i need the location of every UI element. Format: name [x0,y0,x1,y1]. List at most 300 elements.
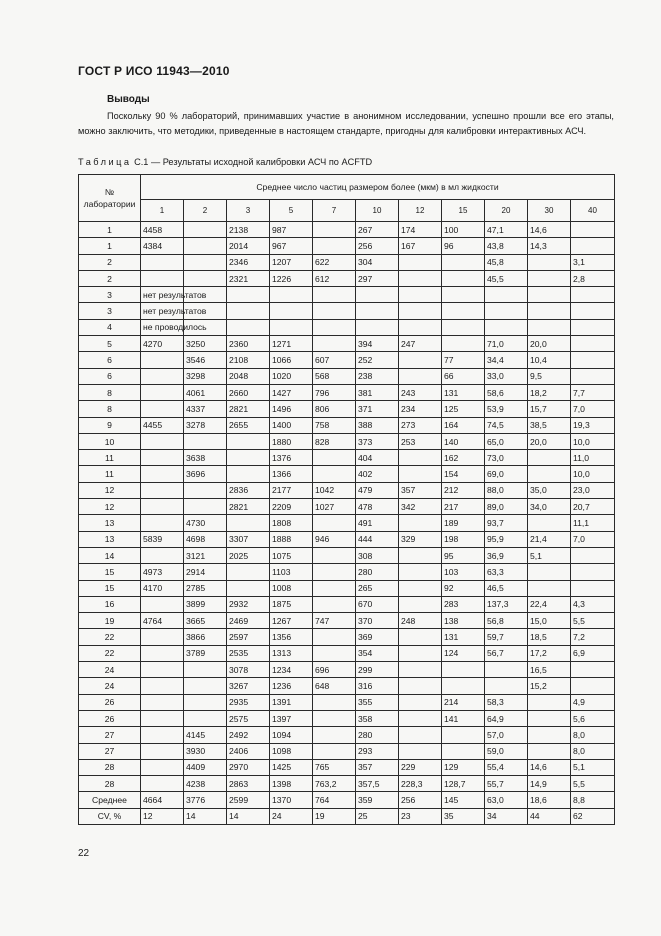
value-cell: 4270 [141,336,184,352]
value-cell [485,678,528,694]
value-cell [571,564,615,580]
value-cell: 18,6 [528,792,571,808]
value-cell: 5,6 [571,710,615,726]
value-cell: 11,0 [571,450,615,466]
value-cell: 253 [399,433,442,449]
value-cell [399,645,442,661]
lab-number-cell: 24 [79,678,141,694]
value-cell: 2138 [227,222,270,238]
table-row [79,678,615,694]
table-row [79,613,615,629]
value-cell: 58,3 [485,694,528,710]
lab-number-cell: 2 [79,254,141,270]
size-header: 15 [442,199,485,221]
value-cell [313,564,356,580]
value-cell [528,564,571,580]
empty-cell [227,319,270,335]
value-cell [571,547,615,563]
value-cell: 354 [356,645,399,661]
value-cell: 2321 [227,270,270,286]
table-row [79,694,615,710]
value-cell [442,662,485,678]
value-cell: 14,6 [528,759,571,775]
value-cell: 2575 [227,710,270,726]
lab-number-cell: 27 [79,743,141,759]
value-cell [313,238,356,254]
value-cell: 299 [356,662,399,678]
value-cell: 189 [442,515,485,531]
empty-cell [313,287,356,303]
value-cell: 4730 [184,515,227,531]
calibration-results-table [78,174,615,825]
value-cell [141,482,184,498]
lab-number-cell: 3 [79,287,141,303]
value-cell [313,547,356,563]
value-cell: 342 [399,499,442,515]
value-cell: 56,7 [485,645,528,661]
value-cell: 479 [356,482,399,498]
lab-number-cell: 22 [79,645,141,661]
value-cell: 763,2 [313,776,356,792]
value-cell: 329 [399,531,442,547]
value-cell: 444 [356,531,399,547]
value-cell [313,222,356,238]
value-cell [313,580,356,596]
value-cell [399,270,442,286]
value-cell [141,759,184,775]
value-cell [528,254,571,270]
note-cell: нет результатов [141,303,184,319]
value-cell [399,662,442,678]
value-cell: 73,0 [485,450,528,466]
table-row [79,319,615,335]
value-cell: 1376 [270,450,313,466]
value-cell [528,515,571,531]
value-cell: 2535 [227,645,270,661]
value-cell [184,499,227,515]
value-cell: 297 [356,270,399,286]
value-cell: 217 [442,499,485,515]
lab-number-cell: 16 [79,596,141,612]
value-cell: 4409 [184,759,227,775]
value-cell [313,596,356,612]
value-cell: 747 [313,613,356,629]
table-row [79,596,615,612]
value-cell: 3638 [184,450,227,466]
value-cell: 1267 [270,613,313,629]
value-cell [184,710,227,726]
value-cell: 62 [571,808,615,824]
table-caption-number: С.1 [134,157,149,167]
value-cell: 5,1 [528,547,571,563]
lab-number-cell: 26 [79,694,141,710]
table-row [79,727,615,743]
value-cell: 12 [141,808,184,824]
value-cell: 167 [399,238,442,254]
table-row [79,515,615,531]
value-cell [141,433,184,449]
value-cell: 2346 [227,254,270,270]
table-row [79,645,615,661]
value-cell [442,678,485,694]
empty-cell [571,303,615,319]
value-cell: 59,0 [485,743,528,759]
empty-cell [442,287,485,303]
value-cell: 283 [442,596,485,612]
value-cell [227,580,270,596]
empty-cell [571,319,615,335]
value-cell [571,368,615,384]
empty-cell [270,303,313,319]
value-cell: 1880 [270,433,313,449]
value-cell [442,727,485,743]
empty-cell [485,319,528,335]
empty-cell [528,287,571,303]
value-cell: 1207 [270,254,313,270]
value-cell: 2785 [184,580,227,596]
value-cell: 1094 [270,727,313,743]
lab-number-cell: 14 [79,547,141,563]
empty-cell [227,287,270,303]
value-cell: 1398 [270,776,313,792]
value-cell [141,629,184,645]
section-heading: Выводы [107,94,150,105]
lab-number-cell: 6 [79,352,141,368]
value-cell: 19,3 [571,417,615,433]
lab-number-cell: 27 [79,727,141,743]
value-cell: 967 [270,238,313,254]
value-cell [485,662,528,678]
value-cell: 1400 [270,417,313,433]
size-header: 5 [270,199,313,221]
value-cell: 243 [399,384,442,400]
table-row [79,531,615,547]
value-cell: 304 [356,254,399,270]
value-cell: 3278 [184,417,227,433]
value-cell: 38,5 [528,417,571,433]
empty-cell [356,303,399,319]
value-cell: 1075 [270,547,313,563]
lab-number-cell: 10 [79,433,141,449]
value-cell: 14,9 [528,776,571,792]
empty-cell [270,319,313,335]
page-number: 22 [78,848,90,859]
value-cell [571,238,615,254]
lab-number-cell: 9 [79,417,141,433]
value-cell: 670 [356,596,399,612]
value-cell: 648 [313,678,356,694]
value-cell [141,662,184,678]
value-cell: 103 [442,564,485,580]
value-cell: 369 [356,629,399,645]
value-cell: 3930 [184,743,227,759]
value-cell: 1397 [270,710,313,726]
value-cell: 2863 [227,776,270,792]
value-cell [571,580,615,596]
value-cell: 3307 [227,531,270,547]
value-cell [399,629,442,645]
empty-cell [356,287,399,303]
value-cell: 14 [184,808,227,824]
table-row [79,759,615,775]
value-cell [227,466,270,482]
value-cell: 357 [356,759,399,775]
value-cell: 1808 [270,515,313,531]
value-cell: 96 [442,238,485,254]
empty-cell [485,303,528,319]
value-cell [571,336,615,352]
value-cell: 59,7 [485,629,528,645]
value-cell: 2360 [227,336,270,352]
value-cell: 4458 [141,222,184,238]
value-cell: 2406 [227,743,270,759]
value-cell [141,368,184,384]
table-row [79,450,615,466]
value-cell: 2,8 [571,270,615,286]
value-cell: 16,5 [528,662,571,678]
value-cell: 1370 [270,792,313,808]
value-cell: 25 [356,808,399,824]
note-cell: не проводилось [141,319,184,335]
value-cell: 1027 [313,499,356,515]
value-cell: 1020 [270,368,313,384]
value-cell: 2108 [227,352,270,368]
table-row [79,287,615,303]
value-cell [399,254,442,270]
value-cell: 2821 [227,499,270,515]
lab-number-cell: 6 [79,368,141,384]
value-cell: 92 [442,580,485,596]
value-cell: 131 [442,629,485,645]
value-cell: 18,5 [528,629,571,645]
value-cell: 77 [442,352,485,368]
lab-number-cell: CV, % [79,808,141,824]
table-row [79,580,615,596]
value-cell: 93,7 [485,515,528,531]
value-cell: 358 [356,710,399,726]
value-cell: 20,7 [571,499,615,515]
value-cell: 3250 [184,336,227,352]
table-row [79,482,615,498]
value-cell [184,482,227,498]
table-row [79,710,615,726]
value-cell: 14 [227,808,270,824]
table-row [79,238,615,254]
table-row [79,401,615,417]
value-cell [141,384,184,400]
value-cell: 95 [442,547,485,563]
value-cell: 2970 [227,759,270,775]
value-cell: 2655 [227,417,270,433]
value-cell: 1042 [313,482,356,498]
value-cell: 402 [356,466,399,482]
value-cell [141,645,184,661]
table-row [79,547,615,563]
value-cell [184,662,227,678]
value-cell: 2932 [227,596,270,612]
table-row [79,336,615,352]
value-cell [184,270,227,286]
value-cell [184,433,227,449]
value-cell: 2935 [227,694,270,710]
value-cell: 4973 [141,564,184,580]
size-header: 20 [485,199,528,221]
value-cell [399,596,442,612]
value-cell: 1425 [270,759,313,775]
value-cell [313,743,356,759]
value-cell: 612 [313,270,356,286]
value-cell [141,270,184,286]
value-cell: 74,5 [485,417,528,433]
empty-cell [313,319,356,335]
value-cell: 355 [356,694,399,710]
value-cell: 63,3 [485,564,528,580]
value-cell [528,710,571,726]
value-cell: 20,0 [528,433,571,449]
table-row [79,499,615,515]
empty-cell [442,303,485,319]
value-cell: 33,0 [485,368,528,384]
empty-cell [442,319,485,335]
empty-cell [485,287,528,303]
table-caption [78,157,372,167]
value-cell: 9,5 [528,368,571,384]
value-cell: 265 [356,580,399,596]
empty-cell [227,303,270,319]
value-cell: 3866 [184,629,227,645]
empty-cell [270,287,313,303]
value-cell: 23 [399,808,442,824]
table-row [79,792,615,808]
size-header: 7 [313,199,356,221]
value-cell [313,645,356,661]
value-cell: 381 [356,384,399,400]
empty-cell [356,319,399,335]
value-cell: 198 [442,531,485,547]
value-cell [141,694,184,710]
value-cell: 4238 [184,776,227,792]
value-cell: 34,0 [528,499,571,515]
lab-number-cell: 11 [79,466,141,482]
value-cell [399,368,442,384]
value-cell: 47,1 [485,222,528,238]
lab-number-cell: 11 [79,450,141,466]
value-cell [313,694,356,710]
value-cell: 10,0 [571,466,615,482]
value-cell [141,743,184,759]
value-cell: 140 [442,433,485,449]
value-cell: 2048 [227,368,270,384]
value-cell [141,499,184,515]
value-cell: 45,5 [485,270,528,286]
value-cell: 18,2 [528,384,571,400]
lab-number-cell: 13 [79,531,141,547]
value-cell: 568 [313,368,356,384]
lab-number-cell: 5 [79,336,141,352]
table-row [79,808,615,824]
value-cell: 796 [313,384,356,400]
table-row [79,254,615,270]
value-cell [313,710,356,726]
lab-number-cell: 28 [79,776,141,792]
value-cell: 622 [313,254,356,270]
value-cell: 280 [356,564,399,580]
value-cell: 89,0 [485,499,528,515]
value-cell [141,515,184,531]
size-header: 3 [227,199,270,221]
lab-number-cell: 1 [79,238,141,254]
table-caption-text: — Результаты исходной калибровки АСЧ по ACFTD [150,157,373,167]
value-cell: 4145 [184,727,227,743]
size-header: 40 [571,199,615,221]
size-header: 1 [141,199,184,221]
lab-number-cell: 12 [79,499,141,515]
value-cell: 1066 [270,352,313,368]
value-cell: 23,0 [571,482,615,498]
value-cell: 1234 [270,662,313,678]
value-cell [227,564,270,580]
value-cell: 4764 [141,613,184,629]
value-cell [528,743,571,759]
lab-number-header: № лаборатории [79,175,141,222]
value-cell: 125 [442,401,485,417]
value-cell: 256 [356,238,399,254]
table-row [79,466,615,482]
value-cell: 15,7 [528,401,571,417]
value-cell: 4170 [141,580,184,596]
size-header: 2 [184,199,227,221]
value-cell: 2821 [227,401,270,417]
value-cell: 5,5 [571,613,615,629]
value-cell: 58,6 [485,384,528,400]
value-cell: 2014 [227,238,270,254]
value-cell [141,710,184,726]
value-cell: 4384 [141,238,184,254]
value-cell: 64,9 [485,710,528,726]
value-cell: 212 [442,482,485,498]
value-cell [184,694,227,710]
value-cell: 765 [313,759,356,775]
value-cell: 388 [356,417,399,433]
value-cell: 267 [356,222,399,238]
lab-number-cell: 24 [79,662,141,678]
value-cell: 24 [270,808,313,824]
table-row [79,368,615,384]
value-cell: 1875 [270,596,313,612]
value-cell: 34,4 [485,352,528,368]
empty-cell [528,303,571,319]
value-cell: 66 [442,368,485,384]
value-cell: 316 [356,678,399,694]
value-cell: 162 [442,450,485,466]
value-cell: 987 [270,222,313,238]
value-cell: 5,1 [571,759,615,775]
value-cell: 758 [313,417,356,433]
value-cell: 256 [399,792,442,808]
value-cell [141,776,184,792]
value-cell: 56,8 [485,613,528,629]
value-cell: 252 [356,352,399,368]
value-cell: 1391 [270,694,313,710]
value-cell [184,678,227,694]
value-cell: 57,0 [485,727,528,743]
conclusion-paragraph [78,109,614,139]
value-cell: 7,7 [571,384,615,400]
value-cell: 248 [399,613,442,629]
value-cell: 607 [313,352,356,368]
value-cell [141,466,184,482]
value-cell: 6,9 [571,645,615,661]
